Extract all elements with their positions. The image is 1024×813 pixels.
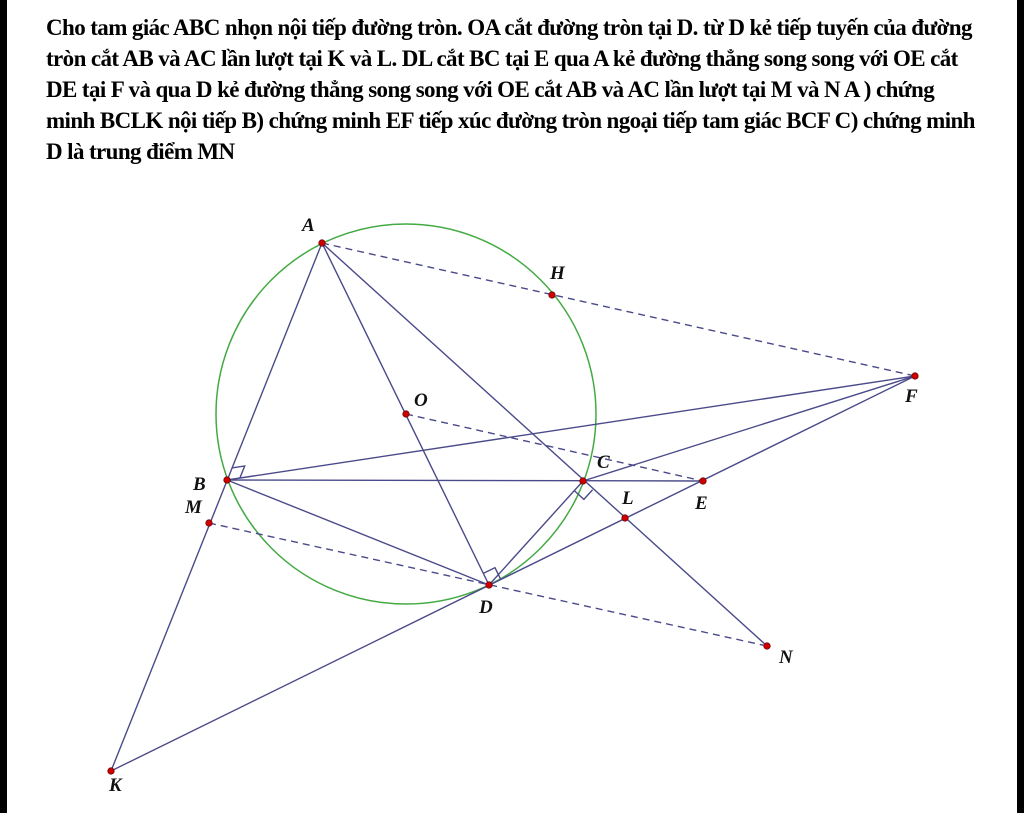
point-K (108, 768, 115, 775)
right-angle-marks (232, 466, 593, 579)
segment-OE (406, 414, 703, 481)
point-M (206, 520, 213, 527)
segment-DC (489, 481, 583, 585)
point-F (912, 373, 919, 380)
segment-BE (227, 480, 703, 481)
point-O (403, 411, 410, 418)
segment-AK (111, 243, 322, 771)
point-label-L: L (622, 488, 634, 509)
point-label-N: N (779, 647, 793, 668)
figure-segments (111, 243, 915, 771)
segment-BF (227, 376, 915, 480)
point-H (549, 292, 556, 299)
figure-labels (108, 215, 918, 796)
point-label-K: K (109, 775, 122, 796)
point-label-E: E (695, 493, 708, 514)
point-label-H: H (550, 263, 565, 284)
point-A (319, 240, 326, 247)
problem-statement: Cho tam giác ABC nhọn nội tiếp đường tròn. OA cắt đường tròn tại D. từ D kẻ tiếp tuyến của đường tròn cắt AB và AC lần lượt tại K và L. DL cắt BC tại E qua A kẻ đường thẳng song song với OE cắt DE tại F và qua D kẻ đường thẳng song song với OE cắt AB và AC lần lượt tại M và N A ) chứng minh BCLK nội tiếp B) chứng minh EF tiếp xúc đường tròn ngoại tiếp tam giác BCF C) chứng minh D là trung điểm MN (46, 15, 975, 164)
point-label-F: F (905, 386, 918, 407)
right-angle-mark-B (232, 466, 245, 478)
segment-AF (322, 243, 915, 376)
point-L (622, 515, 629, 522)
point-label-O: O (414, 390, 428, 411)
segment-KF (111, 376, 915, 771)
point-label-B: B (193, 474, 206, 495)
point-label-D: D (479, 597, 493, 618)
point-label-A: A (302, 215, 315, 236)
point-E (700, 478, 707, 485)
point-N (764, 643, 771, 650)
point-label-C: C (597, 452, 610, 473)
segment-BD (227, 480, 489, 585)
point-B (224, 477, 231, 484)
figure-points (108, 240, 919, 775)
point-C (580, 478, 587, 485)
point-D (486, 582, 493, 589)
point-label-M: M (185, 497, 202, 518)
